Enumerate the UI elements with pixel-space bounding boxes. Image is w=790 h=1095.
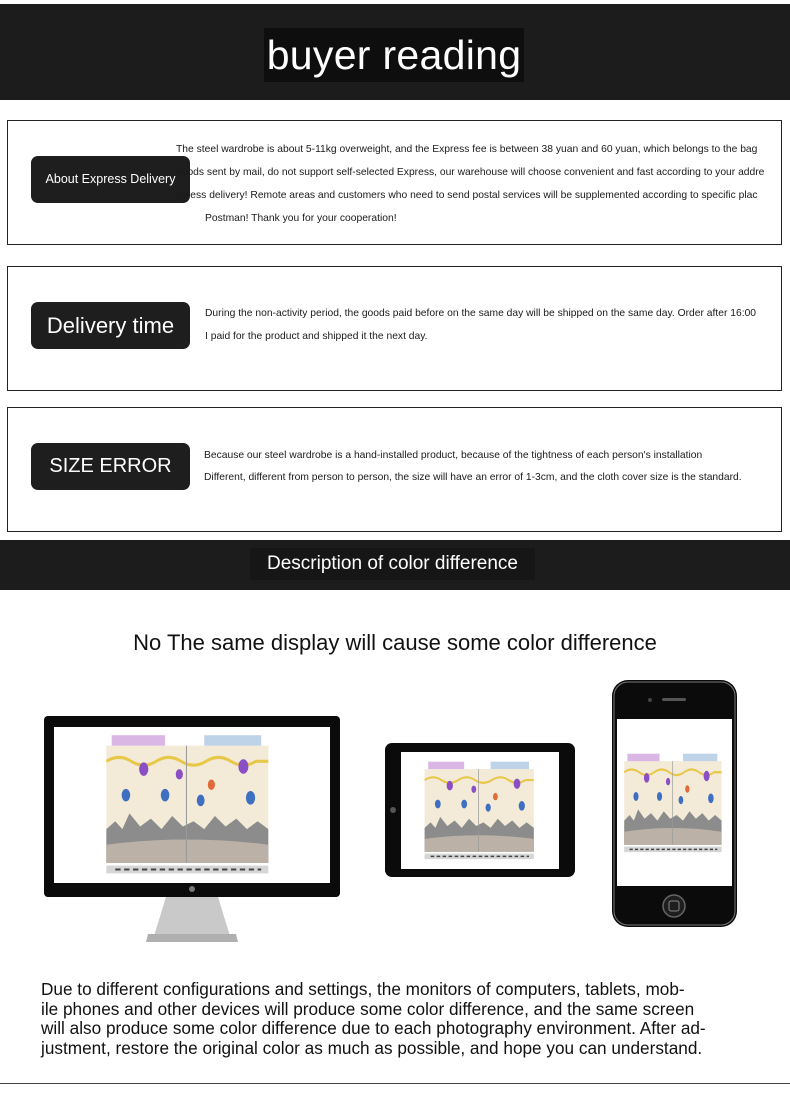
text-line: Postman! Thank you for your cooperation! bbox=[205, 213, 397, 224]
section-size-error bbox=[7, 407, 782, 532]
text-line: Because our steel wardrobe is a hand-installed product, because of the tightness of each person's installation bbox=[204, 450, 703, 461]
paragraph-line: ile phones and other devices will produce some color difference, and the same screen bbox=[41, 998, 695, 1019]
monitor-illustration bbox=[44, 716, 340, 942]
bottom-divider bbox=[0, 1083, 790, 1084]
text-line: During the non-activity period, the goods paid before on the same day will be shipped on the same day. Order after 16:00 bbox=[205, 308, 757, 319]
text-line: The steel wardrobe is about 5-11kg overweight, and the Express fee is between 38 yuan and 60 yuan, which belongs to the bag bbox=[176, 144, 758, 155]
delivery-time-label: Delivery time bbox=[31, 302, 190, 349]
color-difference-title: Description of color difference bbox=[250, 548, 535, 580]
paragraph-line: justment, restore the original color as much as possible, and hope you can understand. bbox=[41, 1037, 703, 1058]
monitor-screen-image bbox=[101, 730, 279, 876]
section-delivery-time bbox=[7, 266, 782, 391]
size-error-text bbox=[204, 445, 780, 489]
express-delivery-label: About Express Delivery bbox=[31, 156, 190, 203]
express-delivery-text bbox=[176, 138, 781, 230]
text-line: goods sent by mail, do not support self-selected Express, our warehouse will choose convenient and fast according to your addre bbox=[176, 167, 765, 178]
color-difference-paragraph bbox=[41, 980, 751, 1058]
section-express-delivery bbox=[7, 120, 782, 245]
paragraph-line: will also produce some color difference due to each photography environment. After ad- bbox=[41, 1018, 706, 1038]
phone-screen-image bbox=[621, 750, 728, 854]
text-line: xpress delivery! Remote areas and customers who need to send postal services will be supplemented according to specific plac bbox=[176, 190, 758, 201]
tablet-illustration bbox=[385, 743, 575, 877]
delivery-time-text bbox=[205, 302, 781, 348]
phone-illustration bbox=[612, 680, 737, 927]
color-difference-banner bbox=[0, 540, 790, 590]
page-title: buyer reading bbox=[264, 28, 524, 82]
text-line: Different, different from person to person, the size will have an error of 1-3cm, and the cloth cover size is the standard. bbox=[204, 472, 742, 483]
text-line: I paid for the product and shipped it the next day. bbox=[205, 331, 428, 342]
top-banner bbox=[0, 4, 790, 100]
size-error-label: SIZE ERROR bbox=[31, 443, 190, 490]
tablet-screen-image bbox=[421, 758, 541, 861]
color-difference-headline: No The same display will cause some color difference bbox=[133, 630, 657, 655]
paragraph-line: Due to different configurations and settings, the monitors of computers, tablets, mob- bbox=[41, 979, 685, 999]
